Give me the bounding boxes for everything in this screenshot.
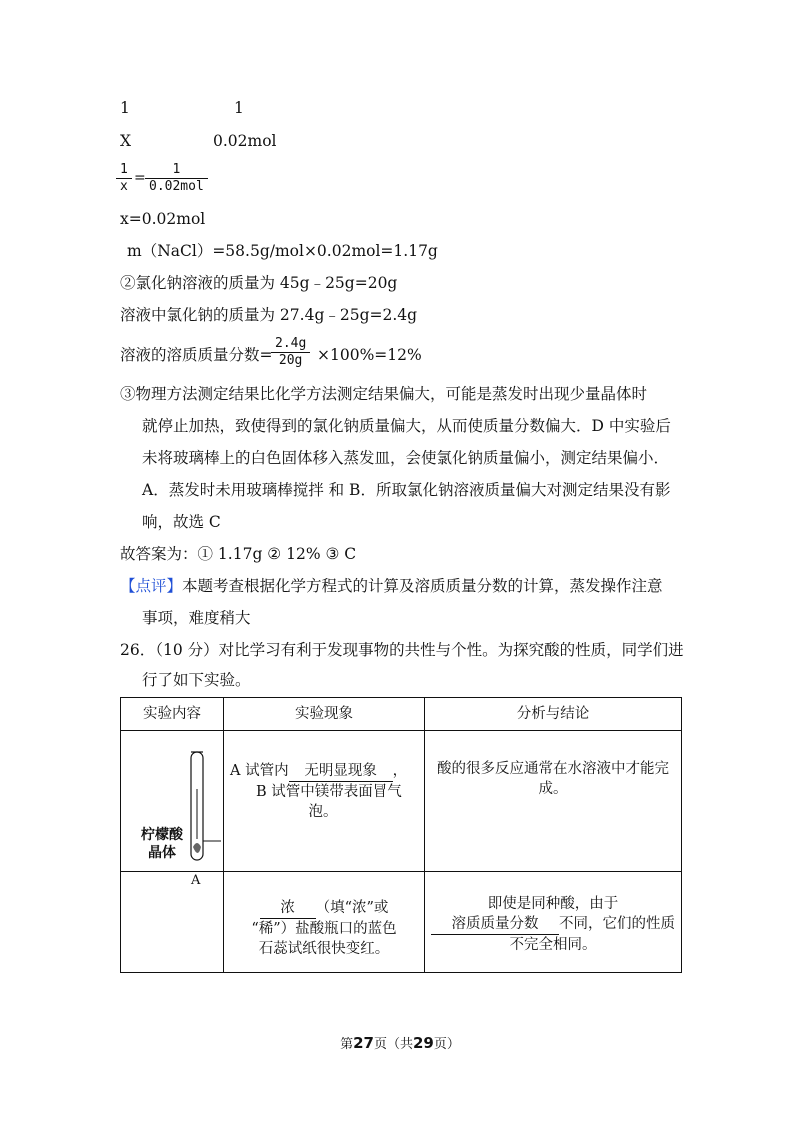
- fraction-label: 溶液的溶质质量分数=: [120, 346, 273, 364]
- footer-text: 页（共: [373, 1037, 413, 1052]
- frac-den: 20g: [278, 353, 303, 368]
- experiment-table: [120, 697, 682, 973]
- conclusion-cell: 酸的很多反应通常在水溶液中才能完成。: [425, 731, 682, 872]
- phenomenon-line: B 试管中镁带表面冒气: [256, 784, 402, 800]
- frac-num: 2.4g: [275, 336, 307, 351]
- comment-line-1: [120, 576, 663, 596]
- figure-label-line: 柠檬酸: [141, 827, 183, 843]
- table-row: [121, 731, 682, 872]
- frac-num: 1: [172, 162, 181, 177]
- phen-text: ，: [392, 763, 408, 779]
- comment-line-2: 事项，难度稍大: [142, 609, 251, 627]
- analysis-line: 响，故选 C: [142, 513, 221, 531]
- analysis-line: 未将玻璃棒上的白色固体移入蒸发皿，会使氯化钠质量偏小，测定结果偏小．: [142, 449, 670, 467]
- phenomenon-line: “稀”）盐酸瓶口的蓝色: [251, 921, 397, 937]
- question-line-2: 行了如下实验。: [142, 671, 251, 689]
- conclusion-cell: [425, 872, 682, 973]
- ratio-left: 1: [120, 99, 130, 117]
- experiment-figure-cell: [121, 872, 224, 973]
- footer-text: 第: [340, 1037, 354, 1052]
- answer-blank: 浓: [260, 898, 316, 919]
- phen-text: （填“浓”或: [315, 900, 389, 916]
- page-total: 29: [413, 1034, 434, 1052]
- phenomenon-cell: [224, 872, 425, 973]
- table-row: [121, 872, 682, 973]
- x-result: x=0.02mol: [120, 210, 206, 228]
- conclusion-line: 即使是同种酸，由于: [487, 896, 619, 912]
- mol-value: 0.02mol: [213, 132, 277, 150]
- figure-label-line: 晶体: [148, 845, 176, 861]
- conclusion-line: 不完全相同。: [509, 937, 597, 953]
- frac-den: x: [120, 179, 128, 194]
- analysis-line: 就停止加热，致使得到的氯化钠质量偏大，从而使质量分数偏大．D 中实验后: [142, 417, 671, 435]
- figure-label: [141, 826, 183, 862]
- fraction-1-over-x: [116, 162, 132, 195]
- phenomenon-line: 泡。: [308, 804, 338, 820]
- analysis-line: A．蒸发时未用玻璃棒搅拌 和 B．所取氯化钠溶液质量偏大对测定结果没有影: [142, 481, 671, 499]
- phen-text: A 试管内: [230, 763, 289, 779]
- answer-line: 故答案为：① 1.17g ② 12% ③ C: [120, 545, 357, 563]
- answer-blank: 溶质质量分数: [431, 914, 559, 935]
- page-footer: [0, 1033, 800, 1052]
- phenomenon-cell: [224, 731, 425, 872]
- unknown-x: X: [120, 132, 132, 150]
- frac-num: 1: [120, 162, 128, 177]
- solution-mass: ②氯化钠溶液的质量为 45g﹣25g=20g: [120, 274, 398, 292]
- page-number: 27: [353, 1034, 374, 1052]
- tube-label: A: [191, 873, 201, 888]
- equals-sign: =: [134, 170, 146, 186]
- analysis-line: ③物理方法测定结果比化学方法测定结果偏大，可能是蒸发时出现少量晶体时: [120, 385, 648, 403]
- header-conclusion: 分析与结论: [425, 698, 682, 731]
- conclusion-line: [431, 914, 675, 935]
- frac-den: 0.02mol: [149, 179, 204, 194]
- comment-text: 本题考查根据化学方程式的计算及溶质质量分数的计算，蒸发操作注意: [182, 577, 663, 595]
- con-text: 不同，它们的性质: [559, 916, 675, 932]
- footer-text: 页）: [433, 1037, 460, 1052]
- header-phenomenon: 实验现象: [224, 698, 425, 731]
- question-line-1: 26．（10 分）对比学习有利于发现事物的共性与个性。为探究酸的性质，同学们进: [120, 641, 684, 659]
- ratio-right: 1: [234, 99, 244, 117]
- answer-blank: 无明显现象: [289, 761, 393, 782]
- experiment-figure-cell: [121, 731, 224, 888]
- fraction-result: ×100%=12%: [317, 346, 422, 364]
- phenomenon-line: [230, 761, 416, 782]
- solute-mass: 溶液中氯化钠的质量为 27.4g﹣25g=2.4g: [120, 306, 418, 324]
- phenomenon-line: [230, 898, 418, 919]
- nacl-mass: m（NaCl）=58.5g/mol×0.02mol=1.17g: [127, 242, 438, 260]
- fraction-1-over-mol: [145, 162, 208, 195]
- fraction-solute-over-solution: [271, 336, 310, 369]
- phenomenon-line: 石蕊试纸很快变红。: [258, 941, 390, 957]
- table-header-row: [121, 698, 682, 731]
- comment-tag: 【点评】: [120, 577, 183, 595]
- header-content: 实验内容: [121, 698, 224, 731]
